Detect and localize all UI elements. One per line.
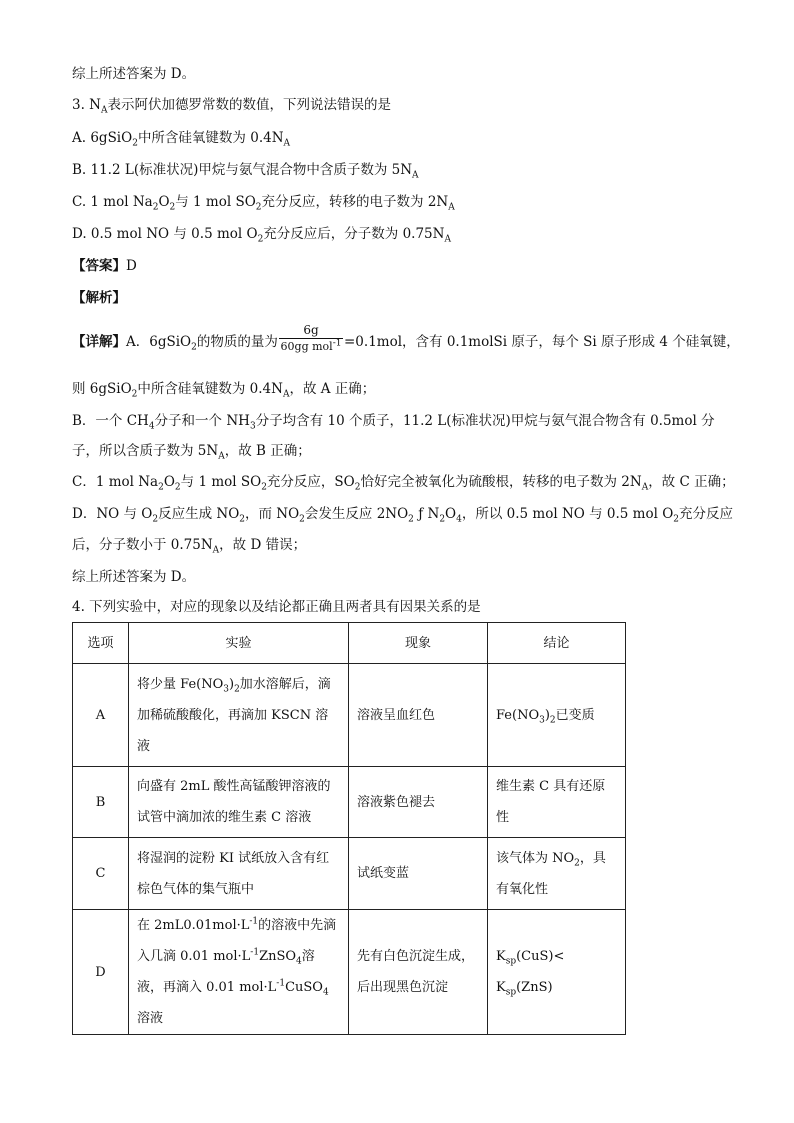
row-option: B [73,767,129,838]
detail-line-6: D．NO 与 $O_2$反应生成 $NO_2$，而 $NO_2$会发生反应 $2NO_2$ ƒ $N_2O_4$，所以 0.5 mol NO 与 0.5 mol $O_2$充分反应 [72,506,734,525]
row-conclusion: 维生素 C 具有还原性 [488,767,626,838]
table-header-row [73,623,626,664]
row-conclusion: $K_{sp}(CuS)< K_{sp}(ZnS)$ [488,910,626,1035]
q4-table [72,622,626,1035]
summary-line: 综上所述答案为 D。 [72,66,196,82]
row-option: C [73,838,129,910]
detail-line-7: 后，分子数小于 $0.75N_A$，故 D 错误； [72,537,307,556]
table-row [73,767,626,838]
detail-line-3: B．一个 $CH_4$分子和一个 $NH_3$分子均含有 10 个质子，11.2 L(标准状况)甲烷与氨气混合物含有 0.5mol 分 [72,413,715,432]
row-phenomenon: 先有白色沉淀生成，后出现黑色沉淀 [349,910,488,1035]
row-phenomenon: 试纸变蓝 [349,838,488,910]
q3-option-a: A. 6gSiO$_2$中所含硅氧键数为 $0.4N_A$ [72,130,291,149]
row-experiment: 将少量 $Fe(NO_3)_2$加水溶解后，滴加稀硫酸酸化，再滴加 KSCN 溶液 [129,664,349,767]
row-experiment: 在 $2mL0.01mol\cdot L^{-1}$的溶液中先滴入几滴 0.01 $mol\cdot L^{-1}ZnSO_4$溶液，再滴入 0.01 $mol\cdot L^{-1}CuSO_4$溶液 [129,910,349,1035]
answer-tag: 【答案】 [72,258,126,274]
table-row [73,910,626,1035]
q4-stem: 4. 下列实验中，对应的现象以及结论都正确且两者具有因果关系的是 [72,599,481,615]
header-phenomenon: 现象 [349,623,488,664]
q3-option-b: B. 11.2 L(标准状况)甲烷与氨气混合物中含质子数为 $5N_A$ [72,162,419,181]
detail-line-2: 则 6gSiO$_2$中所含硅氧键数为 $0.4N_A$，故 A 正确； [72,381,376,400]
header-experiment: 实验 [129,623,349,664]
header-conclusion: 结论 [488,623,626,664]
q3-stem: 3. $N_A$表示阿伏加德罗常数的数值，下列说法错误的是 [72,97,391,116]
table-row [73,664,626,767]
summary-line-2: 综上所述答案为 D。 [72,569,196,585]
detail-line-4: 子，所以含质子数为 $5N_A$，故 B 正确； [72,443,311,462]
detail-line-1a: 【详解】A．6gSiO$_2$的物质的量为 [72,334,278,353]
q3-option-d: D. 0.5 mol NO 与 0.5 mol $O_2$充分反应后，分子数为 $0.75N_A$ [72,226,451,245]
row-option: D [73,910,129,1035]
q3-option-c: C. 1 mol $Na_2O_2$与 1 mol $SO_2$充分反应，转移的电子数为 $2N_A$ [72,194,455,213]
detail-line-5: C．1 mol $Na_2O_2$与 1 mol $SO_2$充分反应，$SO_2$恰好完全被氧化为硫酸根，转移的电子数为 $2N_A$，故 C 正确； [72,474,735,493]
answer-value: D [126,258,137,274]
row-experiment: 将湿润的淀粉 KI 试纸放入含有红棕色气体的集气瓶中 [129,838,349,910]
detail-line-1b: =0.1mol，含有 0.1molSi 原子，每个 Si 原子形成 4 个硅氧键， [344,334,740,350]
row-phenomenon: 溶液呈血红色 [349,664,488,767]
answer-line [72,256,137,276]
row-phenomenon: 溶液紫色褪去 [349,767,488,838]
analysis-tag: 【解析】 [72,290,126,306]
header-option: 选项 [73,623,129,664]
row-option: A [73,664,129,767]
row-conclusion: 该气体为 $NO_2$，具有氧化性 [488,838,626,910]
molar-fraction: 6g 60gg mol$^{-1}$ [280,323,342,353]
table-row [73,838,626,910]
row-conclusion: $Fe(NO_3)_2$已变质 [488,664,626,767]
row-experiment: 向盛有 2mL 酸性高锰酸钾溶液的试管中滴加浓的维生素 C 溶液 [129,767,349,838]
